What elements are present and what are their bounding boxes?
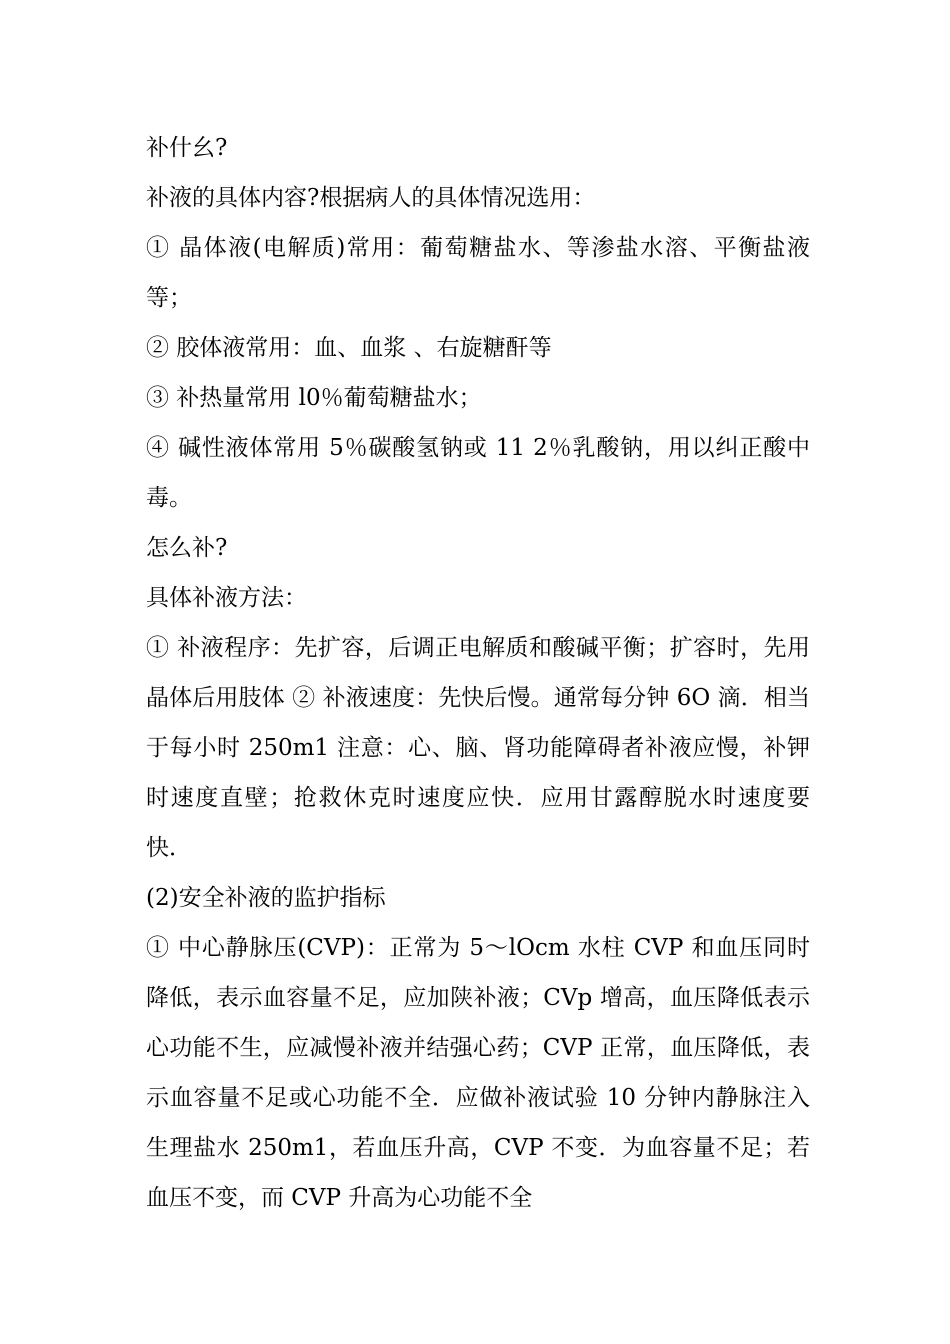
document-page	[146, 123, 810, 1223]
paragraph-question-how: 怎么补?	[146, 535, 228, 561]
paragraph-method-details: ① 补液程序：先扩容，后调正电解质和酸碱平衡；扩容时，先用晶体后用肢体 ② 补液速度：先快后慢。通常每分钟 6O 滴．相当于每小时 250m1 注意：心、脑、肾功能障碍者补液应慢，补钾时速度直壁；抢救休克时速度应快．应用甘露醇脱水时速度要快．	[146, 635, 810, 861]
paragraph-alkaline: ④ 碱性液体常用 5％碳酸氢钠或 11 2％乳酸钠，用以纠正酸中毒。	[146, 435, 810, 511]
paragraph-method-heading: 具体补液方法：	[146, 585, 307, 611]
section-heading-monitoring: (2)安全补液的监护指标	[146, 885, 386, 911]
paragraph-calories: ③ 补热量常用 l0％葡萄糖盐水；	[146, 385, 482, 411]
paragraph-colloid: ② 胶体液常用：血、血浆 、右旋糖酐等	[146, 335, 552, 361]
paragraph-content-intro: 补液的具体内容?根据病人的具体情况选用：	[146, 185, 596, 211]
paragraph-cvp: ① 中心静脉压(CVP)：正常为 5～lOcm 水柱 CVP 和血压同时降低，表示血容量不足，应加陕补液；CVp 增高，血压降低表示心功能不生，应减慢补液并结强心药；CVP 正常，血压降低，表示血容量不足或心功能不全．应做补液试验 10 分钟内静脉注入生理盐水 250m1，若血压升高，CVP 不变．为血容量不足；若血压不变，而 CVP 升高为心功能不全	[146, 935, 810, 1211]
paragraph-question-what: 补什幺?	[146, 135, 228, 161]
paragraph-crystalloid: ① 晶体液(电解质)常用：葡萄糖盐水、等渗盐水溶、平衡盐液等；	[146, 235, 810, 311]
